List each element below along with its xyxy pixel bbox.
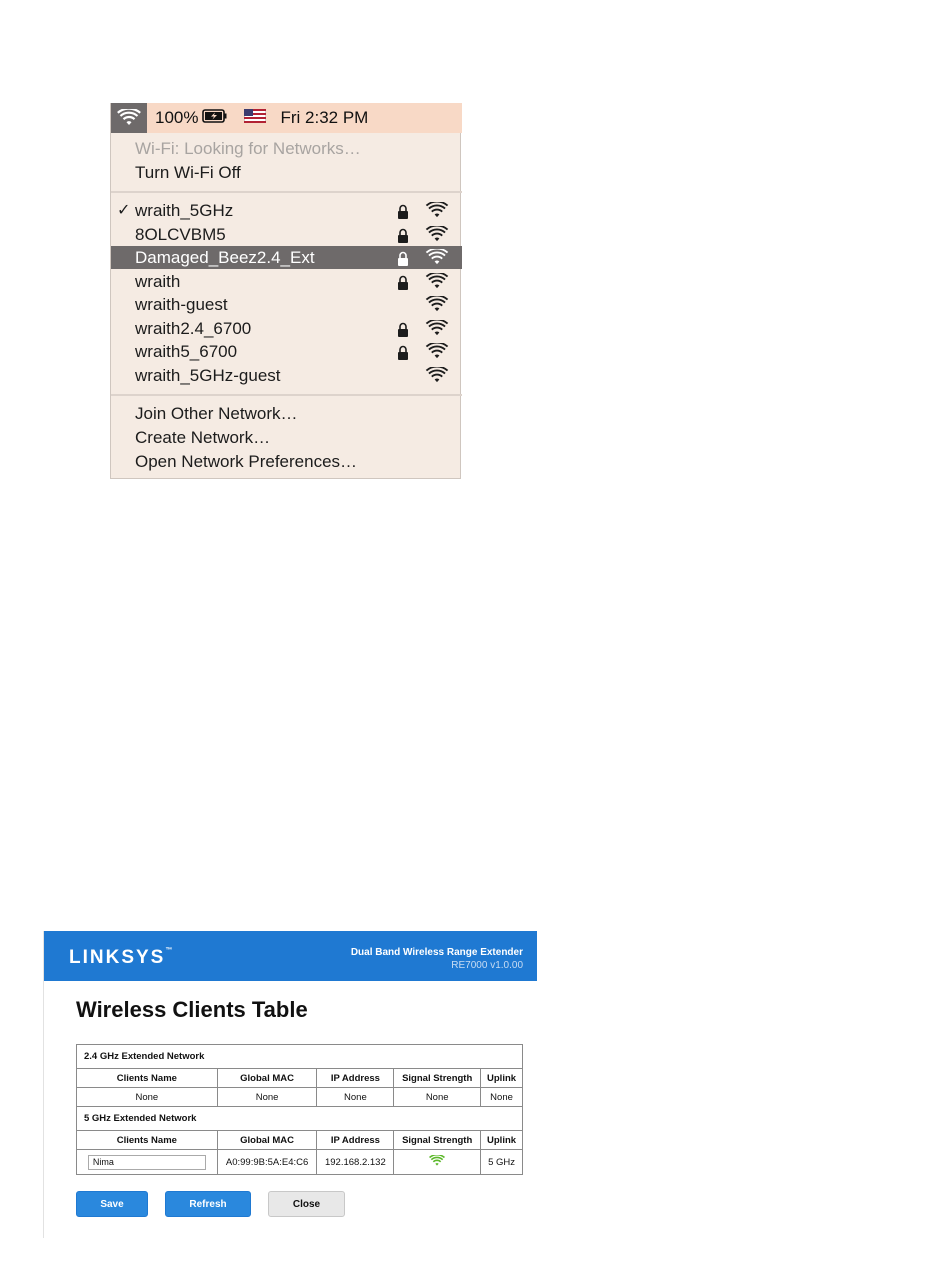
uplink-cell: 5 GHz	[481, 1150, 523, 1175]
column-header: Global MAC	[217, 1131, 317, 1150]
network-item[interactable]	[111, 364, 462, 387]
linksys-logo-text: LINKSYS	[69, 947, 166, 968]
wifi-status-item	[111, 137, 462, 160]
product-version: RE7000 v1.0.00	[451, 960, 523, 971]
menu-bar	[111, 103, 462, 133]
trademark-mark: ™	[165, 947, 173, 954]
column-header: Uplink	[481, 1131, 523, 1150]
network-item[interactable]	[111, 223, 462, 246]
ip-address-cell: 192.168.2.132	[317, 1150, 394, 1175]
table-header-row	[77, 1131, 523, 1150]
open-network-preferences-label: Open Network Preferences…	[135, 452, 358, 471]
product-name: Dual Band Wireless Range Extender	[350, 947, 523, 958]
wireless-clients-table	[76, 1044, 523, 1175]
column-header: Signal Strength	[394, 1069, 481, 1088]
column-header: Global MAC	[217, 1069, 317, 1088]
section-heading-2g: 2.4 GHz Extended Network	[77, 1045, 523, 1069]
network-name: wraith	[135, 271, 181, 291]
linksys-header	[44, 931, 537, 981]
open-network-preferences-item[interactable]	[111, 450, 462, 473]
create-network-label: Create Network…	[135, 428, 271, 447]
wifi-signal-icon	[425, 367, 449, 390]
network-name: wraith-guest	[135, 295, 228, 314]
wifi-menu	[110, 103, 461, 479]
menu-separator	[111, 394, 462, 396]
network-item[interactable]	[111, 246, 462, 269]
network-item[interactable]	[111, 270, 462, 293]
menubar-clock[interactable]: Fri 2:32 PM	[280, 108, 369, 127]
join-other-network-label: Join Other Network…	[135, 404, 298, 423]
network-item[interactable]	[111, 340, 462, 363]
us-flag-icon[interactable]	[244, 109, 266, 128]
signal-strength-cell: None	[394, 1088, 481, 1107]
turn-wifi-off-label: Turn Wi-Fi Off	[135, 163, 241, 182]
client-name-cell: None	[77, 1088, 218, 1107]
join-other-network-item[interactable]	[111, 402, 462, 425]
signal-strength-cell	[394, 1150, 481, 1175]
save-button[interactable]: Save	[76, 1191, 148, 1217]
ip-address-cell: None	[317, 1088, 394, 1107]
network-item[interactable]	[111, 199, 462, 222]
create-network-item[interactable]	[111, 426, 462, 449]
network-item[interactable]	[111, 293, 462, 316]
wifi-status-icon[interactable]	[111, 103, 147, 133]
linksys-logo	[69, 947, 172, 969]
close-button[interactable]: Close	[268, 1191, 345, 1217]
network-name: wraith2.4_6700	[135, 318, 252, 338]
uplink-cell: None	[481, 1088, 523, 1107]
network-name: wraith_5GHz	[135, 201, 234, 220]
column-header: Clients Name	[77, 1069, 218, 1088]
column-header: Signal Strength	[394, 1131, 481, 1150]
wifi-signal-icon	[429, 1155, 445, 1167]
network-name: wraith_5GHz-guest	[135, 365, 281, 385]
checkmark-icon: ✓	[117, 202, 131, 219]
battery-percent: 100%	[155, 108, 199, 127]
section-row-2g	[77, 1045, 523, 1069]
battery-icon[interactable]	[202, 109, 228, 128]
table-row	[77, 1088, 523, 1107]
wifi-status-label: Wi-Fi: Looking for Networks…	[135, 139, 361, 158]
turn-wifi-off-item[interactable]	[111, 161, 462, 184]
menu-separator	[111, 191, 462, 193]
network-item[interactable]	[111, 317, 462, 340]
network-name: wraith5_6700	[135, 342, 238, 361]
page-title: Wireless Clients Table	[76, 997, 308, 1022]
network-name: 8OLCVBM5	[135, 224, 226, 244]
table-row	[77, 1150, 523, 1175]
client-name-input[interactable]	[88, 1155, 206, 1170]
global-mac-cell: A0:99:9B:5A:E4:C6	[217, 1150, 317, 1175]
refresh-button[interactable]: Refresh	[165, 1191, 251, 1217]
section-heading-5g: 5 GHz Extended Network	[77, 1107, 523, 1131]
column-header: IP Address	[317, 1131, 394, 1150]
table-header-row	[77, 1069, 523, 1088]
global-mac-cell: None	[217, 1088, 317, 1107]
column-header: Uplink	[481, 1069, 523, 1088]
column-header: Clients Name	[77, 1131, 218, 1150]
network-name: Damaged_Beez2.4_Ext	[135, 248, 315, 267]
linksys-panel	[43, 931, 536, 1238]
section-row-5g	[77, 1107, 523, 1131]
column-header: IP Address	[317, 1069, 394, 1088]
client-name-cell	[77, 1150, 218, 1175]
